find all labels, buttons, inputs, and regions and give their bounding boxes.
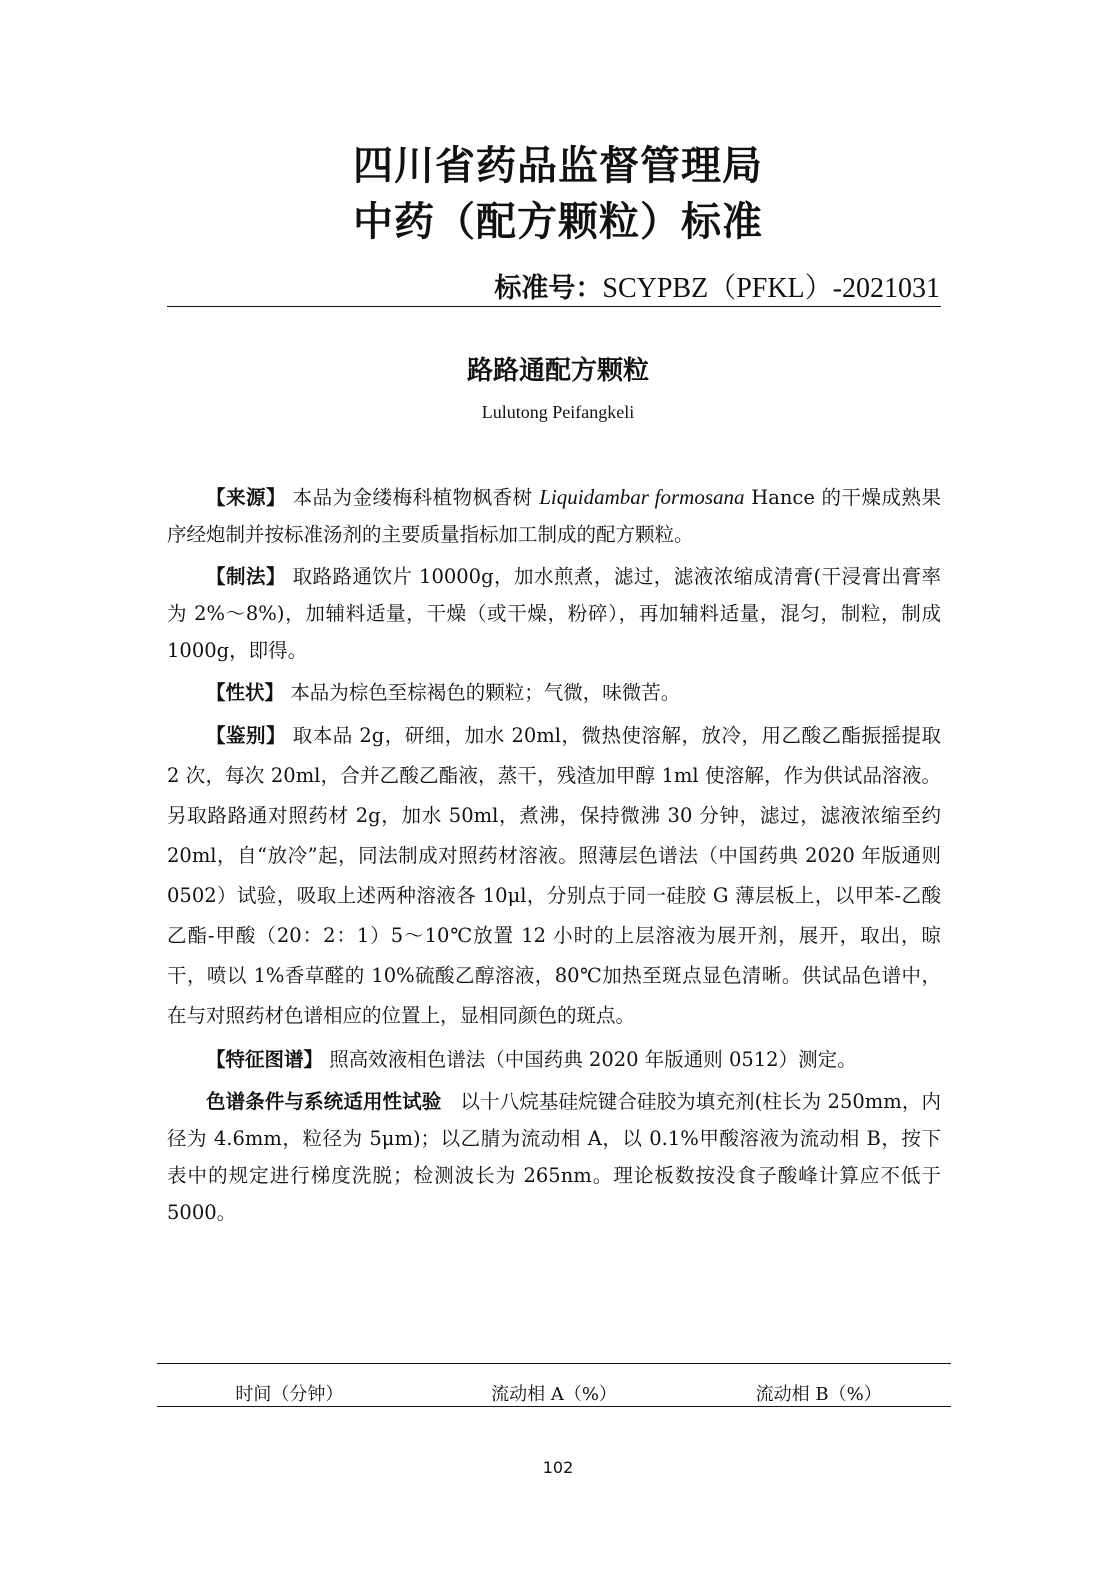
standard-number-line: [494, 266, 940, 306]
header-divider: [167, 306, 941, 307]
standard-number: SCYPBZ（PFKL）-2021031: [602, 273, 940, 304]
section-appearance: [167, 674, 941, 711]
section-tag: 【来源】: [206, 486, 286, 509]
page-number: 102: [542, 1458, 574, 1477]
table-header-row: [157, 1380, 951, 1406]
section-tag: 【制法】: [206, 565, 286, 588]
section-fingerprint: [167, 1041, 941, 1078]
document-body: [167, 479, 941, 1236]
section-text: 本品为棕色至棕褐色的颗粒；气微，味微苦。: [290, 681, 681, 704]
standard-type: 中药（配方颗粒）标准: [353, 199, 763, 245]
table-header-rule: [157, 1406, 951, 1407]
table-header-cell: 流动相 A（%）: [491, 1384, 617, 1405]
section-text: 取路路通饮片 10000g，加水煎煮，滤过，滤液浓缩成清膏(干浸膏出膏率为 2%～8%)，加辅料适量，干燥（或干燥，粉碎），再加辅料适量，混匀，制粒，制成 1000g，即得。: [167, 565, 941, 662]
table-header-cell: 时间（分钟）: [235, 1384, 344, 1405]
section-text: 取本品 2g，研细，加水 20ml，微热使溶解，放冷，用乙酸乙酯振摇提取 2 次，每次 20ml，合并乙酸乙酯液，蒸干，残渣加甲醇 1ml 使溶解，作为供试品溶液。另取路路通对照药材 2g，加水 50ml，煮沸，保持微沸 30 分钟，滤过，滤液浓缩至约 20ml，自“放冷”起，同法制成对照药材溶液。照薄层色谱法（中国药典 2020 年版通则 0502）试验，吸取上述两种溶液各 10μl，分别点于同一硅胶 G 薄层板上，以甲苯-乙酸乙酯-甲酸（20：2：1）5～10℃放置 12 小时的上层溶液为展开剂，展开，取出，晾干，喷以 1%香草醛的 10%硫酸乙醇溶液，80℃加热至斑点显色清晰。供试品色谱中，在与对照药材色谱相应的位置上，显相同颜色的斑点。: [167, 724, 941, 1027]
standard-number-label: 标准号：: [494, 273, 603, 304]
document-subtitle: Lulutong Peifangkeli: [481, 402, 635, 422]
section-conditions: [167, 1083, 941, 1231]
section-preparation: [167, 558, 941, 669]
section-source: [167, 479, 941, 553]
section-text: 本品为金缕梅科植物枫香树: [292, 486, 540, 509]
section-identification: [167, 716, 941, 1036]
section-text: 以十八烷基硅烷键合硅胶为填充剂(柱长为 250mm，内径为 4.6mm，粒径为 5μm)；以乙腈为流动相 A，以 0.1%甲酸溶液为流动相 B，按下表中的规定进行梯度洗脱；检测波长为 265nm。理论板数按没食子酸峰计算应不低于 5000。: [167, 1090, 941, 1224]
section-text: 照高效液相色谱法（中国药典 2020 年版通则 0512）测定。: [329, 1048, 857, 1071]
latin-name: Liquidambar formosana: [539, 485, 745, 509]
document-title: 路路通配方颗粒: [466, 356, 649, 386]
table-top-rule: [157, 1363, 951, 1364]
section-tag: 色谱条件与系统适用性试验: [206, 1090, 442, 1113]
section-tag: 【性状】: [206, 681, 285, 704]
table-header-cell: 流动相 B（%）: [755, 1384, 882, 1405]
agency-name: 四川省药品监督管理局: [353, 143, 763, 189]
section-tag: 【鉴别】: [206, 724, 286, 747]
section-text: Hance 的干燥成熟果序经炮制并按标准汤剂的主要质量指标加工制成的配方颗粒。: [167, 486, 942, 546]
section-tag: 【特征图谱】: [206, 1048, 324, 1071]
